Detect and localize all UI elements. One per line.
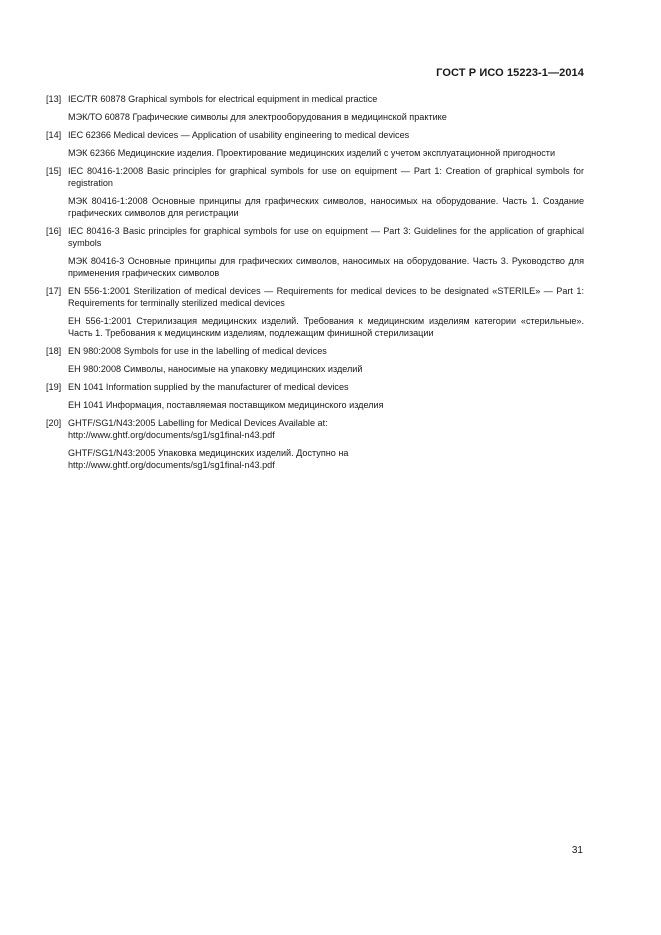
reference-translation: МЭК 80416-1:2008 Основные принципы для графических символов, наносимых на оборудование. Часть 1. Создание графических символов для регистрации [68, 196, 584, 218]
reference-number: [17] [46, 286, 62, 296]
reference-translation: ЕН 1041 Информация, поставляемая поставщиком медицинского изделия [68, 400, 384, 410]
reference-original: GHTF/SG1/N43:2005 Labelling for Medical Devices Available at: http://www.ghtf.org/documents/sg1/sg1final-n43.pdf [68, 418, 328, 440]
page-number: 31 [571, 845, 583, 856]
reference-item-19 [46, 381, 584, 411]
document-header: ГОСТ Р ИСО 15223-1—2014 [436, 67, 584, 79]
reference-translation: ЕН 980:2008 Символы, наносимые на упаковку медицинских изделий [68, 364, 363, 374]
reference-translation: GHTF/SG1/N43:2005 Упаковка медицинских изделий. Доступно на http://www.ghtf.org/documents/sg1/sg1final-n43.pdf [68, 448, 349, 470]
reference-item-14 [46, 129, 584, 159]
reference-number: [20] [46, 418, 62, 428]
reference-item-20 [46, 417, 584, 471]
reference-number: [18] [46, 346, 62, 356]
reference-item-13 [46, 93, 584, 123]
reference-original: IEC 80416-3 Basic principles for graphical symbols for use on equipment — Part 3: Guidelines for the application of graphical symbols [68, 226, 584, 248]
bibliography-list [46, 93, 584, 477]
reference-original: IEC 62366 Medical devices — Application of usability engineering to medical devices [68, 130, 410, 140]
reference-translation: ЕН 556-1:2001 Стерилизация медицинских изделий. Требования к медицинским изделиям категории «стерильные». Часть 1. Требования к медицинским изделиям, подлежащим финишной стерилизации [68, 316, 584, 338]
reference-item-18 [46, 345, 584, 375]
reference-number: [13] [46, 94, 62, 104]
reference-item-16 [46, 225, 584, 279]
reference-number: [14] [46, 130, 62, 140]
reference-number: [16] [46, 226, 62, 236]
reference-original: EN 980:2008 Symbols for use in the labelling of medical devices [68, 346, 327, 356]
reference-item-17 [46, 285, 584, 339]
reference-translation: МЭК/ТО 60878 Графические символы для электрооборудования в медицинской практике [68, 112, 447, 122]
reference-translation: МЭК 80416-3 Основные принципы для графических символов, наносимых на оборудование. Часть 3. Руководство для применения графических символов [68, 256, 584, 278]
reference-original: IEC/TR 60878 Graphical symbols for electrical equipment in medical practice [68, 94, 378, 104]
reference-original: IEC 80416-1:2008 Basic principles for graphical symbols for use on equipment — Part 1: Creation of graphical symbols for registration [68, 166, 584, 188]
reference-number: [19] [46, 382, 62, 392]
reference-number: [15] [46, 166, 62, 176]
reference-item-15 [46, 165, 584, 219]
reference-translation: МЭК 62366 Медицинские изделия. Проектирование медицинских изделий с учетом эксплуатационной пригодности [68, 148, 556, 158]
reference-original: EN 556-1:2001 Sterilization of medical devices — Requirements for medical devices to be designated «STERILE» — Part 1: Requirements for terminally sterilized medical devices [68, 286, 584, 308]
reference-original: EN 1041 Information supplied by the manufacturer of medical devices [68, 382, 349, 392]
